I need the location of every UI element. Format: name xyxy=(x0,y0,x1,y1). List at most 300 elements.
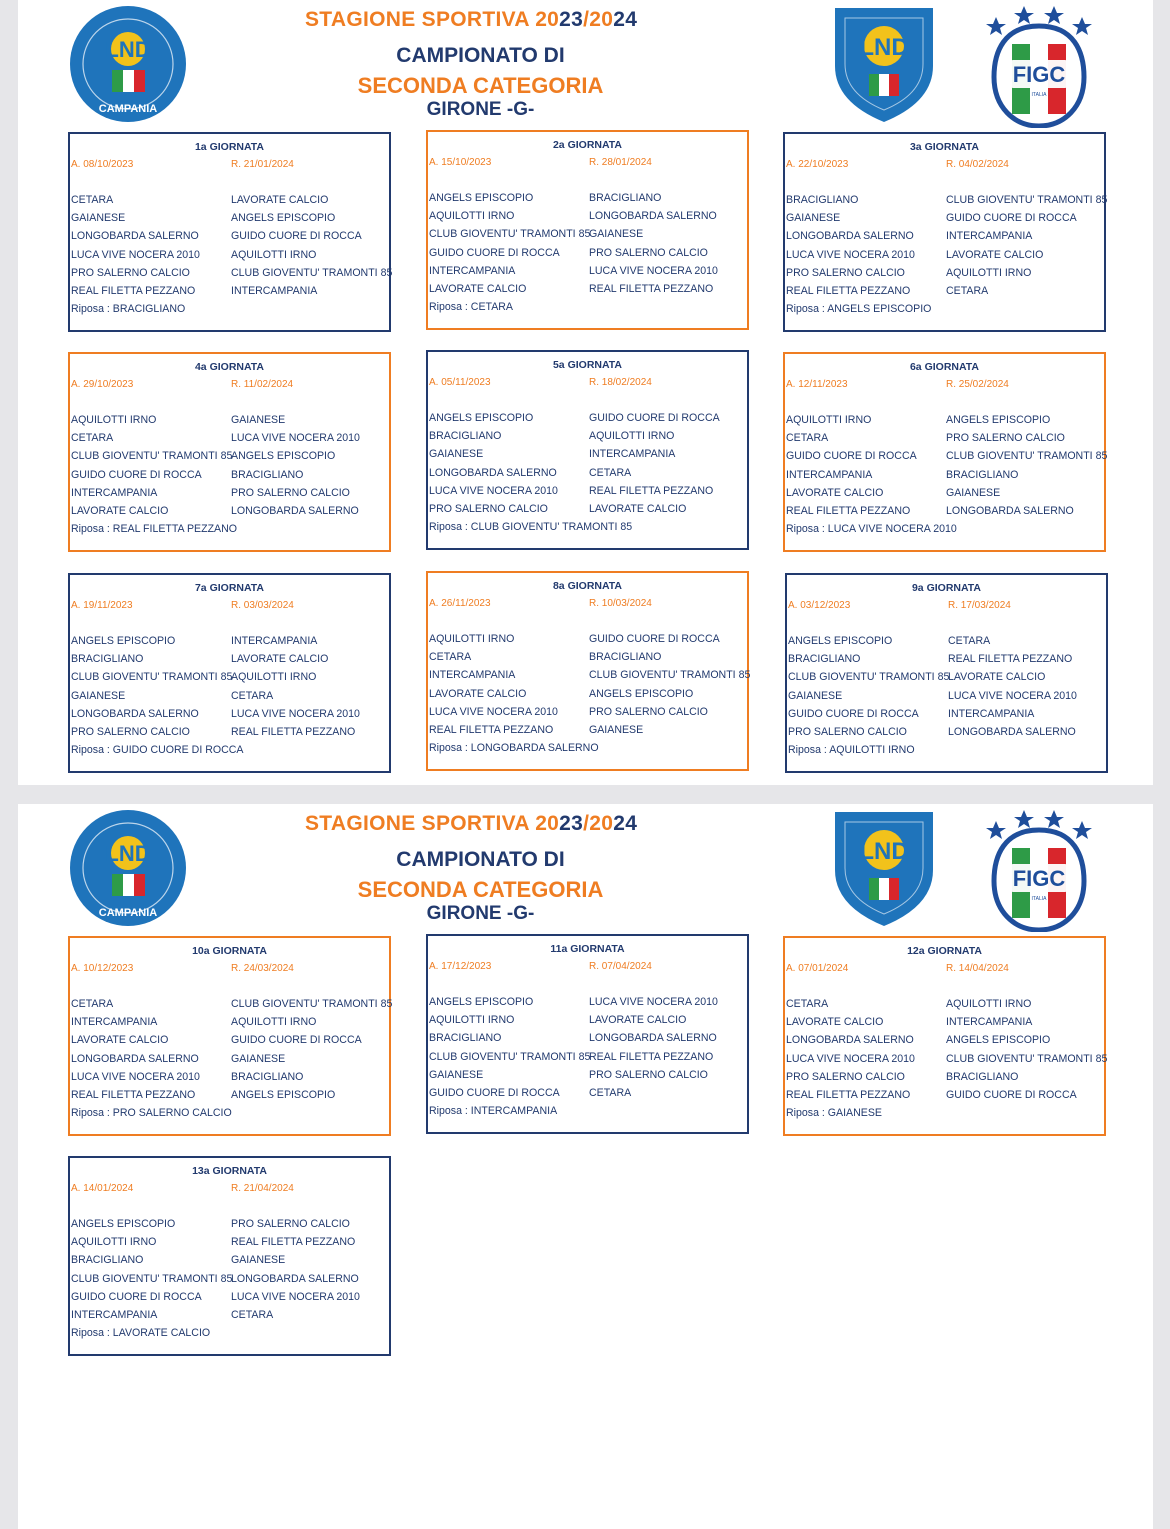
svg-text:LND: LND xyxy=(859,838,909,865)
away-team: LAVORATE CALCIO xyxy=(589,503,687,515)
home-team: CLUB GIOVENTU' TRAMONTI 85 xyxy=(71,671,233,684)
away-team: GAIANESE xyxy=(946,486,1001,499)
rest-team: Riposa : REAL FILETTA PEZZANO xyxy=(71,523,238,536)
match-row xyxy=(428,669,751,687)
home-team: GAIANESE xyxy=(786,212,841,225)
home-team: PRO SALERNO CALCIO xyxy=(429,503,548,515)
away-team: GAIANESE xyxy=(589,228,644,241)
away-team: LAVORATE CALCIO xyxy=(946,248,1044,261)
svg-text:LND: LND xyxy=(105,841,151,866)
ritorno-date: R. 25/02/2024 xyxy=(946,379,1009,390)
home-team: BRACIGLIANO xyxy=(788,653,861,666)
away-team: INTERCAMPANIA xyxy=(231,285,318,297)
away-team: CLUB GIOVENTU' TRAMONTI 85 xyxy=(946,194,1108,206)
rest-team: Riposa : CETARA xyxy=(429,301,513,314)
away-team: LAVORATE CALCIO xyxy=(589,1014,687,1027)
match-row xyxy=(785,285,1104,303)
round-title: 2a GIORNATA xyxy=(552,139,623,151)
home-team: LUCA VIVE NOCERA 2010 xyxy=(429,705,558,718)
lnd-campania-logo xyxy=(68,808,188,928)
home-team: GAIANESE xyxy=(788,689,843,702)
home-team: REAL FILETTA PEZZANO xyxy=(786,505,911,517)
match-row xyxy=(787,690,1106,708)
away-team: AQUILOTTI IRNO xyxy=(946,998,1032,1010)
home-team: INTERCAMPANIA xyxy=(786,468,873,481)
andata-date: A. 14/01/2024 xyxy=(71,1183,134,1194)
away-team: BRACIGLIANO xyxy=(946,468,1019,481)
match-row xyxy=(428,651,747,669)
away-team: LONGOBARDA SALERNO xyxy=(231,1272,359,1285)
match-row xyxy=(70,285,389,303)
home-team: GUIDO CUORE DI ROCCA xyxy=(788,707,919,720)
away-team: GUIDO CUORE DI ROCCA xyxy=(589,412,720,424)
round-card xyxy=(68,1156,391,1356)
away-team: ANGELS EPISCOPIO xyxy=(946,1034,1051,1047)
ritorno-date: R. 18/02/2024 xyxy=(589,377,652,388)
home-team: AQUILOTTI IRNO xyxy=(71,414,157,426)
home-team: CETARA xyxy=(71,432,114,445)
home-team: CLUB GIOVENTU' TRAMONTI 85 xyxy=(788,671,950,684)
andata-date: A. 08/10/2023 xyxy=(71,159,134,170)
match-row xyxy=(70,487,389,505)
home-team: LAVORATE CALCIO xyxy=(71,1034,169,1047)
away-team: REAL FILETTA PEZZANO xyxy=(231,1236,356,1249)
away-team: BRACIGLIANO xyxy=(589,651,662,664)
away-team: BRACIGLIANO xyxy=(589,192,662,204)
home-team: CLUB GIOVENTU' TRAMONTI 85 xyxy=(429,1050,591,1063)
home-team: CLUB GIOVENTU' TRAMONTI 85 xyxy=(429,228,591,241)
away-team: LUCA VIVE NOCERA 2010 xyxy=(231,707,360,720)
home-team: ANGELS EPISCOPIO xyxy=(71,1218,176,1230)
away-team: GUIDO CUORE DI ROCCA xyxy=(231,1034,362,1047)
home-team: CETARA xyxy=(786,998,829,1010)
ritorno-date: R. 21/01/2024 xyxy=(231,159,294,170)
round-card xyxy=(68,936,391,1136)
andata-date: A. 15/10/2023 xyxy=(429,157,492,168)
away-team: CLUB GIOVENTU' TRAMONTI 85 xyxy=(589,669,751,682)
home-team: PRO SALERNO CALCIO xyxy=(788,726,907,738)
home-team: LONGOBARDA SALERNO xyxy=(71,230,199,243)
match-row xyxy=(787,726,1106,744)
home-team: CLUB GIOVENTU' TRAMONTI 85 xyxy=(71,450,233,463)
away-team: LUCA VIVE NOCERA 2010 xyxy=(231,1290,360,1303)
match-row xyxy=(785,1089,1104,1107)
round-card xyxy=(785,573,1108,773)
away-team: AQUILOTTI IRNO xyxy=(231,671,317,684)
rest-team: Riposa : INTERCAMPANIA xyxy=(429,1105,558,1118)
match-row xyxy=(70,266,393,285)
away-team: LUCA VIVE NOCERA 2010 xyxy=(589,996,718,1008)
away-team: ANGELS EPISCOPIO xyxy=(946,414,1051,426)
match-row xyxy=(428,1087,747,1105)
match-row xyxy=(428,448,747,466)
svg-text:CAMPANIA: CAMPANIA xyxy=(98,907,158,919)
round-card xyxy=(783,352,1106,552)
home-team: LUCA VIVE NOCERA 2010 xyxy=(786,248,915,261)
home-team: ANGELS EPISCOPIO xyxy=(788,635,893,647)
away-team: AQUILOTTI IRNO xyxy=(946,266,1032,279)
away-team: PRO SALERNO CALCIO xyxy=(589,246,708,259)
round-title: 11a GIORNATA xyxy=(550,943,625,955)
match-row xyxy=(428,706,747,724)
away-team: REAL FILETTA PEZZANO xyxy=(589,1050,714,1063)
round-card xyxy=(783,936,1106,1136)
match-row xyxy=(785,998,1104,1016)
svg-text:ITALIA: ITALIA xyxy=(1031,896,1047,902)
lnd-shield-logo xyxy=(831,4,937,124)
home-team: AQUILOTTI IRNO xyxy=(429,633,515,645)
away-team: PRO SALERNO CALCIO xyxy=(589,705,708,718)
away-team: LUCA VIVE NOCERA 2010 xyxy=(589,264,718,277)
home-team: LAVORATE CALCIO xyxy=(786,1016,884,1029)
match-row xyxy=(70,1016,389,1034)
category-title: SECONDA CATEGORIA xyxy=(357,73,604,98)
ritorno-date: R. 10/03/2024 xyxy=(589,598,652,609)
rest-team: Riposa : LAVORATE CALCIO xyxy=(71,1327,211,1340)
home-team: PRO SALERNO CALCIO xyxy=(786,1070,905,1083)
round-card xyxy=(68,573,391,773)
home-team: LUCA VIVE NOCERA 2010 xyxy=(429,484,558,497)
match-row xyxy=(70,653,389,671)
away-team: GUIDO CUORE DI ROCCA xyxy=(231,230,362,243)
andata-date: A. 05/11/2023 xyxy=(429,377,491,388)
round-title: 9a GIORNATA xyxy=(911,582,982,594)
svg-text:LND: LND xyxy=(105,37,151,62)
match-row xyxy=(785,1016,1104,1034)
group-title: GIRONE -G- xyxy=(426,903,535,924)
match-row xyxy=(70,1273,389,1291)
away-team: REAL FILETTA PEZZANO xyxy=(231,726,356,738)
ritorno-date: R. 21/04/2024 xyxy=(231,1183,294,1194)
match-row xyxy=(70,708,389,726)
rest-team: Riposa : LUCA VIVE NOCERA 2010 xyxy=(786,523,957,536)
away-team: LAVORATE CALCIO xyxy=(231,653,329,666)
match-row xyxy=(787,653,1106,671)
match-row xyxy=(428,192,747,210)
round-card xyxy=(68,132,391,332)
home-team: ANGELS EPISCOPIO xyxy=(429,192,534,204)
match-row xyxy=(428,485,747,503)
home-team: BRACIGLIANO xyxy=(71,1254,144,1267)
away-team: INTERCAMPANIA xyxy=(589,448,676,461)
away-team: LONGOBARDA SALERNO xyxy=(231,505,359,517)
match-row xyxy=(428,996,747,1014)
home-team: REAL FILETTA PEZZANO xyxy=(429,724,554,736)
match-row xyxy=(787,635,1106,653)
home-team: LAVORATE CALCIO xyxy=(429,687,527,700)
match-row xyxy=(785,487,1104,505)
away-team: GUIDO CUORE DI ROCCA xyxy=(946,212,1077,225)
away-team: PRO SALERNO CALCIO xyxy=(231,1218,350,1230)
home-team: GUIDO CUORE DI ROCCA xyxy=(429,246,560,259)
rest-team: Riposa : AQUILOTTI IRNO xyxy=(788,744,915,757)
round-card xyxy=(68,352,391,552)
away-team: BRACIGLIANO xyxy=(946,1070,1019,1083)
match-row xyxy=(70,1034,389,1052)
lnd-shield-logo xyxy=(831,808,937,928)
ritorno-date: R. 17/03/2024 xyxy=(948,600,1011,611)
home-team: LAVORATE CALCIO xyxy=(429,283,527,295)
round-title: 6a GIORNATA xyxy=(909,361,980,373)
round-title: 13a GIORNATA xyxy=(192,1165,267,1177)
away-team: GUIDO CUORE DI ROCCA xyxy=(589,633,720,645)
match-row xyxy=(70,230,389,248)
round-card xyxy=(426,934,749,1134)
match-row xyxy=(70,505,389,523)
match-row xyxy=(70,212,389,230)
home-team: AQUILOTTI IRNO xyxy=(429,1014,515,1027)
away-team: GUIDO CUORE DI ROCCA xyxy=(946,1089,1077,1101)
match-row xyxy=(70,1254,389,1272)
match-row xyxy=(70,1309,389,1327)
match-row xyxy=(70,450,389,468)
away-team: PRO SALERNO CALCIO xyxy=(589,1068,708,1081)
match-row xyxy=(787,671,1106,689)
home-team: GAIANESE xyxy=(429,1068,484,1081)
rest-team: Riposa : PRO SALERNO CALCIO xyxy=(71,1107,232,1120)
match-row xyxy=(428,688,747,706)
home-team: REAL FILETTA PEZZANO xyxy=(71,285,196,297)
match-row xyxy=(70,1071,389,1089)
rest-team: Riposa : GAIANESE xyxy=(786,1107,882,1120)
home-team: GUIDO CUORE DI ROCCA xyxy=(786,450,917,463)
home-team: REAL FILETTA PEZZANO xyxy=(71,1089,196,1101)
away-team: AQUILOTTI IRNO xyxy=(231,248,317,261)
match-row xyxy=(428,265,747,283)
home-team: AQUILOTTI IRNO xyxy=(786,414,872,426)
home-team: GUIDO CUORE DI ROCCA xyxy=(71,468,202,481)
svg-text:ITALIA: ITALIA xyxy=(1031,92,1047,98)
home-team: INTERCAMPANIA xyxy=(71,1309,158,1321)
group-title: GIRONE -G- xyxy=(426,99,535,120)
home-team: LONGOBARDA SALERNO xyxy=(429,466,557,479)
home-team: LAVORATE CALCIO xyxy=(71,505,169,517)
home-team: BRACIGLIANO xyxy=(429,1032,502,1045)
match-row xyxy=(785,450,1108,468)
away-team: INTERCAMPANIA xyxy=(946,1016,1033,1029)
home-team: CETARA xyxy=(429,651,472,664)
match-row xyxy=(428,283,747,301)
away-team: PRO SALERNO CALCIO xyxy=(231,486,350,499)
away-team: BRACIGLIANO xyxy=(231,1070,304,1083)
match-row xyxy=(785,230,1104,248)
home-team: BRACIGLIANO xyxy=(429,430,502,443)
match-row xyxy=(70,469,389,487)
round-card xyxy=(426,350,749,550)
match-row xyxy=(428,1014,747,1032)
away-team: LONGOBARDA SALERNO xyxy=(589,210,717,223)
rest-team: Riposa : GUIDO CUORE DI ROCCA xyxy=(71,744,244,757)
home-team: GAIANESE xyxy=(71,689,126,702)
rest-team: Riposa : CLUB GIOVENTU' TRAMONTI 85 xyxy=(429,521,633,534)
away-team: CLUB GIOVENTU' TRAMONTI 85 xyxy=(946,1052,1108,1065)
andata-date: A. 07/01/2024 xyxy=(786,963,849,974)
away-team: AQUILOTTI IRNO xyxy=(231,1016,317,1029)
championship-title: CAMPIONATO DI xyxy=(396,44,565,67)
home-team: INTERCAMPANIA xyxy=(71,486,158,499)
category-title: SECONDA CATEGORIA xyxy=(357,877,604,902)
away-team: CETARA xyxy=(589,1087,632,1099)
match-row xyxy=(70,690,389,708)
home-team: CETARA xyxy=(786,432,829,445)
rest-team: Riposa : ANGELS EPISCOPIO xyxy=(786,303,932,316)
home-team: LAVORATE CALCIO xyxy=(786,486,884,499)
home-team: INTERCAMPANIA xyxy=(429,669,516,682)
andata-date: A. 12/11/2023 xyxy=(786,379,848,390)
match-row xyxy=(785,1034,1104,1052)
away-team: LUCA VIVE NOCERA 2010 xyxy=(231,432,360,445)
round-card xyxy=(783,132,1106,332)
home-team: PRO SALERNO CALCIO xyxy=(786,266,905,279)
home-team: LONGOBARDA SALERNO xyxy=(71,1052,199,1065)
match-row xyxy=(428,633,747,651)
home-team: INTERCAMPANIA xyxy=(429,264,516,277)
home-team: GAIANESE xyxy=(71,212,126,225)
home-team: ANGELS EPISCOPIO xyxy=(429,412,534,424)
away-team: GAIANESE xyxy=(231,414,286,426)
round-title: 7a GIORNATA xyxy=(194,582,265,594)
schedule-page-1: STAGIONE SPORTIVA 2023/2024 CAMPIONATO DI SECONDA CATEGORIA GIRONE -G- LND CAMPANIA LND FIGC ITALIA 1a GIORNATA A. 08/10/2023 R. 21/01/2024 CETARA LAVORATE CALCIO GAIANESE ANGELS EPISCOPIO LONGOBARDA SALERNO GUIDO CUORE DI ROCCA LUCA VIVE NOCERA 2010 AQUILOTTI IRNO PRO SALERNO CALCIO CLUB GIOVENTU' TRAMONTI 85 REAL FILETTA PEZZANO INTERCAMPANIA Riposa : BRACIGLIANO 2a GIORNATA A. 15/10/2023 R. 28/01/2024 ANGELS EPISCOPIO BRACIGLIANO AQUILOTTI IRNO LONGOBARDA SALERNO CLUB GIOVENTU' TRAMONTI 85 GAIANESE GUIDO CUORE DI ROCCA PRO SALERNO CALCIO INTERCAMPANIA LUCA VIVE NOCERA 2010 LAVORATE CALCIO REAL FILETTA PEZZANO Riposa : CETARA 3a GIORNATA A. 22/10/2023 R. 04/02/2024 BRACIGLIANO CLUB GIOVENTU' TRAMONTI 85 GAIANESE GUIDO CUORE DI ROCCA LONGOBARDA SALERNO INTERCAMPANIA LUCA VIVE NOCERA 2010 LAVORATE CALCIO PRO SALERNO CALCIO AQUILOTTI IRNO REAL FILETTA PEZZANO CETARA Riposa : ANGELS EPISCOPIO 4a GIORNATA A. 29/10/2023 R. 11/02/2024 AQUILOTTI IRNO GAIANESE CETARA LUCA VIVE NOCERA 2010 CLUB GIOVENTU' TRAMONTI 85 ANGELS EPISCOPIO GUIDO CUORE DI ROCCA BRACIGLIANO INTERCAMPANIA PRO SALERNO CALCIO LAVORATE CALCIO LONGOBARDA SALERNO Riposa : REAL FILETTA PEZZANO 5a GIORNATA A. 05/11/2023 R. 18/02/2024 ANGELS EPISCOPIO GUIDO CUORE DI ROCCA BRACIGLIANO AQUILOTTI IRNO GAIANESE INTERCAMPANIA LONGOBARDA SALERNO CETARA LUCA VIVE NOCERA 2010 REAL FILETTA PEZZANO PRO SALERNO CALCIO LAVORATE CALCIO Riposa : CLUB GIOVENTU' TRAMONTI 85 6a GIORNATA A. 12/11/2023 R. 25/02/2024 AQUILOTTI IRNO ANGELS EPISCOPIO CETARA PRO SALERNO CALCIO GUIDO CUORE DI ROCCA CLUB GIOVENTU' TRAMONTI 85 INTERCAMPANIA BRACIGLIANO LAVORATE CALCIO GAIANESE REAL FILETTA PEZZANO LONGOBARDA SALERNO Riposa : LUCA VIVE NOCERA 2010 7a GIORNATA A. 19/11/2023 R. 03/03/2024 ANGELS EPISCOPIO INTERCAMPANIA BRACIGLIANO LAVORATE CALCIO CLUB GIOVENTU' TRAMONTI 85 AQUILOTTI IRNO GAIANESE CETARA LONGOBARDA SALERNO LUCA VIVE NOCERA 2010 PRO SALERNO CALCIO REAL FILETTA PEZZANO Riposa : GUIDO CUORE DI ROCCA 8a GIORNATA A. 26/11/2023 R. 10/03/2024 AQUILOTTI IRNO GUIDO CUORE DI ROCCA CETARA BRACIGLIANO INTERCAMPANIA CLUB GIOVENTU' TRAMONTI 85 LAVORATE CALCIO ANGELS EPISCOPIO LUCA VIVE NOCERA 2010 PRO SALERNO CALCIO REAL FILETTA PEZZANO GAIANESE Riposa : LONGOBARDA SALERNO 9a GIORNATA A. 03/12/2023 R. 17/03/2024 ANGELS EPISCOPIO CETARA BRACIGLIANO REAL FILETTA PEZZANO CLUB GIOVENTU' TRAMONTI 85 LAVORATE CALCIO GAIANESE LUCA VIVE NOCERA 2010 GUIDO CUORE DI ROCCA INTERCAMPANIA PRO SALERNO CALCIO LONGOBARDA SALERNO Riposa : AQUILOTTI IRNO xyxy=(18,0,1153,785)
match-row xyxy=(785,469,1104,487)
rest-team: Riposa : LONGOBARDA SALERNO xyxy=(429,742,599,755)
figc-logo xyxy=(984,806,1094,932)
rest-team: Riposa : BRACIGLIANO xyxy=(71,303,186,316)
match-row xyxy=(70,635,389,653)
match-row xyxy=(428,1051,747,1069)
away-team: ANGELS EPISCOPIO xyxy=(589,687,694,700)
andata-date: A. 22/10/2023 xyxy=(786,159,849,170)
home-team: REAL FILETTA PEZZANO xyxy=(786,1089,911,1101)
match-row xyxy=(70,249,389,267)
match-row xyxy=(428,210,747,228)
home-team: LONGOBARDA SALERNO xyxy=(786,230,914,243)
away-team: LONGOBARDA SALERNO xyxy=(948,726,1076,738)
round-card xyxy=(426,130,749,330)
lnd-campania-logo xyxy=(68,4,188,124)
round-title: 3a GIORNATA xyxy=(909,141,980,153)
match-row xyxy=(70,1089,389,1107)
away-team: LAVORATE CALCIO xyxy=(948,671,1046,684)
away-team: AQUILOTTI IRNO xyxy=(589,430,675,443)
home-team: INTERCAMPANIA xyxy=(71,1016,158,1029)
home-team: REAL FILETTA PEZZANO xyxy=(786,285,911,297)
away-team: CETARA xyxy=(589,466,632,479)
home-team: ANGELS EPISCOPIO xyxy=(71,635,176,647)
match-row xyxy=(785,414,1104,432)
andata-date: A. 29/10/2023 xyxy=(71,379,134,390)
away-team: CETARA xyxy=(948,635,991,647)
match-row xyxy=(428,1032,747,1050)
away-team: GAIANESE xyxy=(231,1254,286,1267)
away-team: INTERCAMPANIA xyxy=(948,707,1035,720)
match-row xyxy=(70,998,393,1016)
match-row xyxy=(785,212,1104,230)
away-team: GAIANESE xyxy=(589,724,644,736)
away-team: LAVORATE CALCIO xyxy=(231,194,329,206)
svg-text:CAMPANIA: CAMPANIA xyxy=(98,103,158,115)
home-team: GAIANESE xyxy=(429,448,484,461)
round-title: 12a GIORNATA xyxy=(907,945,982,957)
figc-logo xyxy=(984,2,1094,128)
away-team: CETARA xyxy=(946,285,989,297)
home-team: CETARA xyxy=(71,998,114,1010)
ritorno-date: R. 24/03/2024 xyxy=(231,963,294,974)
round-title: 8a GIORNATA xyxy=(552,580,623,592)
championship-title: CAMPIONATO DI xyxy=(396,848,565,871)
match-row xyxy=(428,247,747,265)
match-row xyxy=(785,194,1108,212)
ritorno-date: R. 04/02/2024 xyxy=(946,159,1009,170)
match-row xyxy=(428,503,747,521)
match-row xyxy=(428,724,747,742)
home-team: AQUILOTTI IRNO xyxy=(71,1236,157,1249)
ritorno-date: R. 14/04/2024 xyxy=(946,963,1009,974)
match-row xyxy=(70,1218,389,1236)
match-row xyxy=(785,505,1104,523)
away-team: CETARA xyxy=(231,1309,274,1321)
andata-date: A. 03/12/2023 xyxy=(788,600,851,611)
home-team: CLUB GIOVENTU' TRAMONTI 85 xyxy=(71,1272,233,1285)
schedule-page-2: STAGIONE SPORTIVA 2023/2024 CAMPIONATO DI SECONDA CATEGORIA GIRONE -G- LND CAMPANIA LND FIGC ITALIA 10a GIORNATA A. 10/12/2023 R. 24/03/2024 CETARA CLUB GIOVENTU' TRAMONTI 85 INTERCAMPANIA AQUILOTTI IRNO LAVORATE CALCIO GUIDO CUORE DI ROCCA LONGOBARDA SALERNO GAIANESE LUCA VIVE NOCERA 2010 BRACIGLIANO REAL FILETTA PEZZANO ANGELS EPISCOPIO Riposa : PRO SALERNO CALCIO 11a GIORNATA A. 17/12/2023 R. 07/04/2024 ANGELS EPISCOPIO LUCA VIVE NOCERA 2010 AQUILOTTI IRNO LAVORATE CALCIO BRACIGLIANO LONGOBARDA SALERNO CLUB GIOVENTU' TRAMONTI 85 REAL FILETTA PEZZANO GAIANESE PRO SALERNO CALCIO GUIDO CUORE DI ROCCA CETARA Riposa : INTERCAMPANIA 12a GIORNATA A. 07/01/2024 R. 14/04/2024 CETARA AQUILOTTI IRNO LAVORATE CALCIO INTERCAMPANIA LONGOBARDA SALERNO ANGELS EPISCOPIO LUCA VIVE NOCERA 2010 CLUB GIOVENTU' TRAMONTI 85 PRO SALERNO CALCIO BRACIGLIANO REAL FILETTA PEZZANO GUIDO CUORE DI ROCCA Riposa : GAIANESE 13a GIORNATA A. 14/01/2024 R. 21/04/2024 ANGELS EPISCOPIO PRO SALERNO CALCIO AQUILOTTI IRNO REAL FILETTA PEZZANO BRACIGLIANO GAIANESE CLUB GIOVENTU' TRAMONTI 85 LONGOBARDA SALERNO GUIDO CUORE DI ROCCA LUCA VIVE NOCERA 2010 INTERCAMPANIA CETARA Riposa : LAVORATE CALCIO xyxy=(18,804,1153,1529)
match-row xyxy=(70,1236,389,1254)
home-team: LUCA VIVE NOCERA 2010 xyxy=(71,1070,200,1083)
andata-date: A. 19/11/2023 xyxy=(71,600,133,611)
away-team: CLUB GIOVENTU' TRAMONTI 85 xyxy=(231,266,393,279)
away-team: LUCA VIVE NOCERA 2010 xyxy=(948,689,1077,702)
away-team: PRO SALERNO CALCIO xyxy=(946,432,1065,445)
round-title: 4a GIORNATA xyxy=(194,361,265,373)
home-team: BRACIGLIANO xyxy=(786,194,859,206)
home-team: GUIDO CUORE DI ROCCA xyxy=(429,1087,560,1099)
andata-date: A. 10/12/2023 xyxy=(71,963,134,974)
round-card xyxy=(426,571,749,771)
match-row xyxy=(70,726,389,744)
home-team: PRO SALERNO CALCIO xyxy=(71,266,190,279)
home-team: CETARA xyxy=(71,194,114,206)
match-row xyxy=(70,432,389,450)
home-team: LONGOBARDA SALERNO xyxy=(786,1034,914,1047)
match-row xyxy=(428,1069,747,1087)
home-team: GUIDO CUORE DI ROCCA xyxy=(71,1290,202,1303)
away-team: INTERCAMPANIA xyxy=(231,635,318,647)
away-team: GAIANESE xyxy=(231,1052,286,1065)
ritorno-date: R. 07/04/2024 xyxy=(589,961,652,972)
match-row xyxy=(785,432,1104,450)
match-row xyxy=(70,671,389,689)
match-row xyxy=(428,412,747,430)
home-team: LONGOBARDA SALERNO xyxy=(71,707,199,720)
match-row xyxy=(70,194,389,212)
home-team: LUCA VIVE NOCERA 2010 xyxy=(786,1052,915,1065)
away-team: REAL FILETTA PEZZANO xyxy=(589,283,714,295)
round-title: 1a GIORNATA xyxy=(194,141,265,153)
away-team: CLUB GIOVENTU' TRAMONTI 85 xyxy=(231,998,393,1010)
away-team: CETARA xyxy=(231,689,274,702)
match-row xyxy=(785,267,1104,285)
match-row xyxy=(785,1052,1108,1071)
away-team: LONGOBARDA SALERNO xyxy=(946,505,1074,517)
away-team: LONGOBARDA SALERNO xyxy=(589,1032,717,1045)
round-title: 10a GIORNATA xyxy=(192,945,267,957)
home-team: LUCA VIVE NOCERA 2010 xyxy=(71,248,200,261)
away-team: CLUB GIOVENTU' TRAMONTI 85 xyxy=(946,450,1108,463)
away-team: ANGELS EPISCOPIO xyxy=(231,450,336,463)
home-team: ANGELS EPISCOPIO xyxy=(429,996,534,1008)
home-team: PRO SALERNO CALCIO xyxy=(71,726,190,738)
match-row xyxy=(70,414,389,432)
away-team: ANGELS EPISCOPIO xyxy=(231,212,336,225)
match-row xyxy=(428,467,747,485)
